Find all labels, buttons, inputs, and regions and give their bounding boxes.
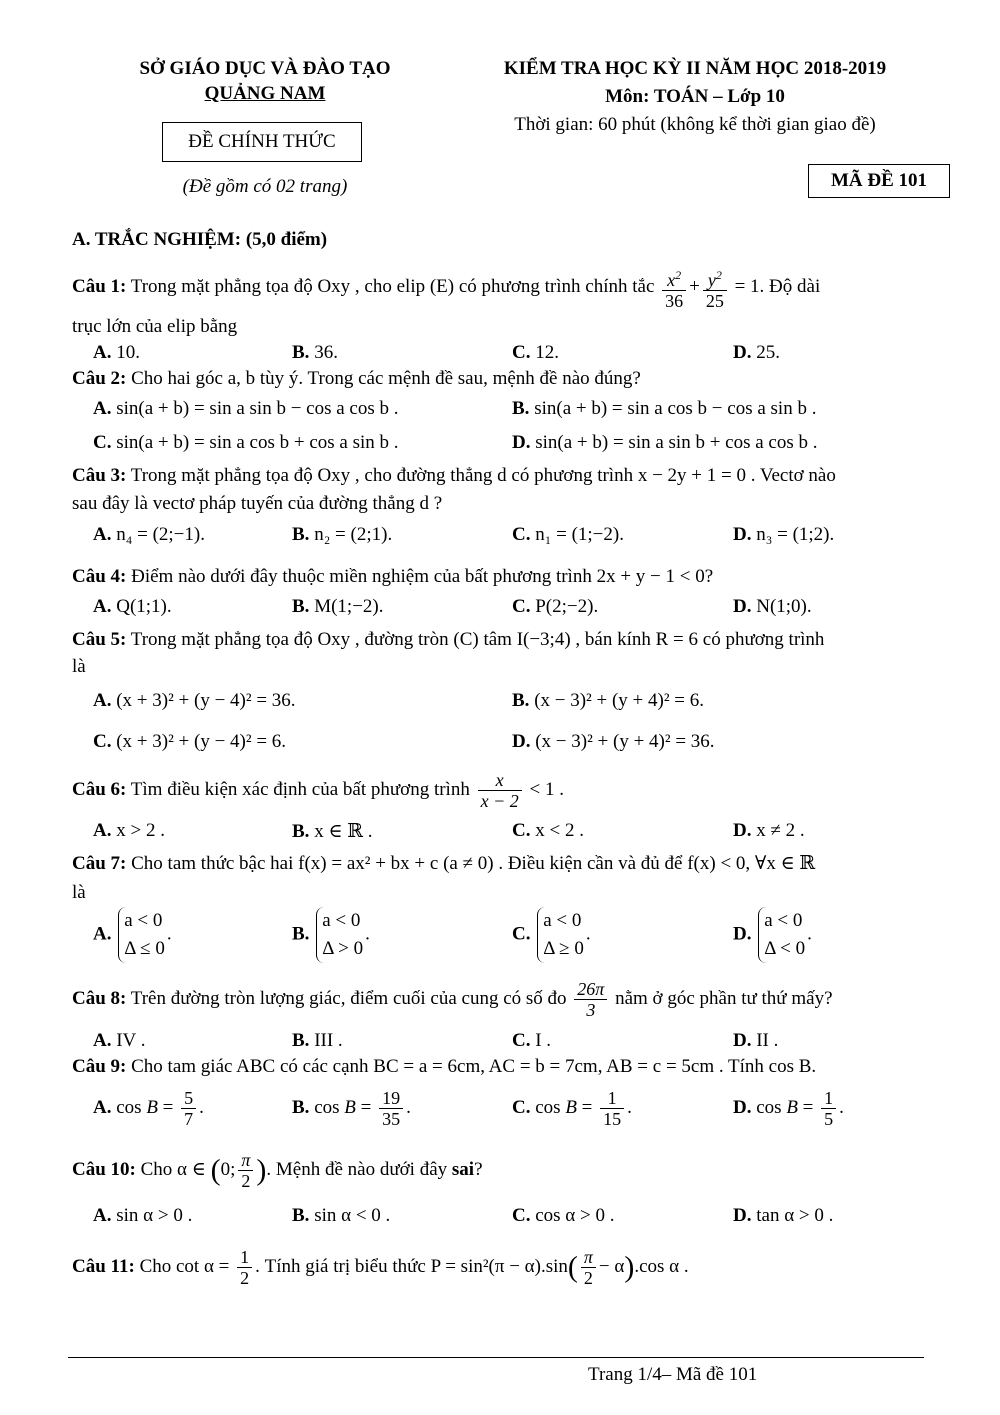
option-d[interactable] — [733, 596, 812, 618]
question-label: Câu 4: — [72, 566, 127, 587]
option-d[interactable]: D. a < 0 Δ < 0. — [733, 907, 812, 963]
official-badge — [162, 122, 362, 162]
option-text: sin α < 0 . — [314, 1205, 391, 1226]
option-text: P(2;−2). — [535, 596, 599, 617]
option-text: n₂ = (2;1). — [314, 524, 393, 545]
option-c[interactable] — [93, 432, 399, 454]
option-text: 12. — [535, 342, 559, 363]
option-c[interactable] — [512, 596, 598, 618]
question-label: Câu 1: — [72, 276, 127, 297]
question-text: Cho tam thức bậc hai f(x) = ax² + bx + c (a ≠ 0) . Điều kiện cần và đủ để f(x) < 0, ∀x ∈ ℝ — [131, 853, 816, 874]
option-a[interactable]: A. a < 0 Δ ≤ 0. — [93, 907, 172, 963]
pages-note: (Đề gồm có 02 trang) — [182, 176, 348, 197]
option-text: x ∈ ℝ . — [314, 821, 373, 842]
question-label: Câu 3: — [72, 465, 127, 486]
option-text: M(1;−2). — [314, 596, 384, 617]
option-letter: D. — [733, 342, 752, 363]
option-b[interactable] — [292, 524, 392, 546]
section-title: A. TRẮC NGHIỆM: (5,0 điểm) — [72, 229, 328, 250]
option-b[interactable] — [292, 342, 338, 364]
question-keyword: sai — [451, 1159, 475, 1180]
question-text-mid: . Tính giá trị biểu thức P = sin²(π − α).sin — [255, 1256, 568, 1277]
question-5 — [72, 629, 824, 651]
option-text: n₄ = (2;−1). — [116, 524, 205, 545]
question-text-tail: = 1. Độ dài — [734, 276, 821, 297]
question-7-line2: là — [72, 882, 86, 903]
question-text: Trên đường tròn lượng giác, điểm cuối của cung có số đo — [130, 988, 567, 1009]
question-4 — [72, 566, 713, 588]
option-letter: D. — [733, 1205, 752, 1226]
option-letter: A. — [93, 690, 112, 711]
denominator: 5 — [824, 1109, 834, 1129]
option-letter: C. — [93, 731, 112, 752]
fraction — [379, 1088, 403, 1129]
numerator: 19 — [379, 1088, 403, 1109]
option-c[interactable] — [512, 342, 559, 364]
numerator: 26π — [574, 979, 607, 1000]
option-letter: C. — [512, 596, 531, 617]
denominator: 15 — [603, 1109, 622, 1129]
question-mark: ? — [474, 1159, 483, 1180]
fraction — [181, 1088, 196, 1129]
question-10: Câu 10: Cho α ∈ (0; $\frac{\pi}{2}$ ). Mệnh đề nào dưới đây sai? — [72, 1150, 483, 1192]
option-c[interactable] — [512, 820, 584, 842]
system-brace — [537, 907, 584, 963]
province-name: QUẢNG NAM — [204, 83, 326, 104]
option-c[interactable] — [512, 1030, 551, 1052]
option-letter: C. — [512, 820, 531, 841]
denominator: 35 — [382, 1109, 401, 1129]
option-b[interactable] — [512, 690, 704, 712]
option-d[interactable] — [512, 731, 715, 753]
fraction-pi-2: $\frac{\pi}{2}$ — [238, 1150, 253, 1191]
option-letter: C. — [512, 1205, 531, 1226]
question-text: Cho hai góc a, b tùy ý. Trong các mệnh đề sau, mệnh đề nào đúng? — [131, 368, 641, 389]
question-9 — [72, 1056, 816, 1078]
option-a[interactable] — [93, 1030, 145, 1052]
option-c[interactable]: C. cos B = $\frac{1}{15}$ . — [512, 1088, 632, 1129]
numerator: x — [478, 770, 522, 791]
option-letter: B. — [292, 596, 310, 617]
option-letter: C. — [93, 432, 112, 453]
footer-divider — [68, 1357, 924, 1358]
option-c[interactable] — [93, 731, 286, 753]
question-text: Trong mặt phẳng tọa độ Oxy , đường tròn (C) tâm I(−3;4) , bán kính R = 6 có phương trình — [130, 629, 825, 650]
fraction-pi-2: $\frac{\pi}{2}$ — [581, 1247, 596, 1288]
question-text: Tìm điều kiện xác định của bất phương trình — [130, 779, 470, 800]
question-label: Câu 9: — [72, 1056, 127, 1077]
option-text: (x − 3)² + (y + 4)² = 36. — [535, 731, 715, 752]
question-label: Câu 7: — [72, 853, 127, 874]
option-text: II . — [756, 1030, 779, 1051]
question-label: Câu 10: — [72, 1159, 136, 1180]
option-letter: D. — [512, 731, 531, 752]
fraction-y2: $\frac{y^2}{25}$ — [703, 265, 727, 311]
system-line-2: Δ ≥ 0 — [543, 938, 584, 959]
question-label: Câu 6: — [72, 779, 127, 800]
option-a[interactable]: A. cos B = $\frac{5}{7}$ . — [93, 1088, 204, 1129]
exam-code-box — [808, 164, 950, 198]
question-tail: < 1 . — [529, 779, 564, 800]
question-2 — [72, 368, 641, 390]
system-line-2: Δ ≤ 0 — [124, 938, 165, 959]
fraction — [574, 979, 607, 1020]
option-b[interactable]: B. cos B = $\frac{19}{35}$ . — [292, 1088, 411, 1129]
option-text: (x + 3)² + (y − 4)² = 6. — [116, 731, 287, 752]
option-d[interactable] — [733, 1205, 833, 1227]
fraction — [478, 770, 522, 811]
option-a[interactable] — [93, 1205, 192, 1227]
option-text: Q(1;1). — [116, 596, 172, 617]
question-text: Trong mặt phẳng tọa độ Oxy , cho elip (E) có phương trình chính tắc — [130, 276, 655, 297]
option-letter: A. — [93, 1030, 112, 1051]
numerator: 1 — [600, 1088, 624, 1109]
option-letter: C. — [512, 1030, 531, 1051]
option-letter: B. — [292, 1030, 310, 1051]
option-letter: A. — [93, 342, 112, 363]
option-b[interactable] — [292, 1205, 390, 1227]
fraction-1-2: $\frac{1}{2}$ — [237, 1247, 252, 1288]
option-d[interactable] — [733, 524, 834, 546]
subject-line: Môn: TOÁN – Lớp 10 — [605, 86, 785, 107]
option-c[interactable] — [512, 1205, 614, 1227]
option-letter: C. — [512, 1096, 531, 1118]
denominator: 7 — [184, 1109, 194, 1129]
option-text: sin(a + b) = sin a cos b + cos a sin b . — [116, 432, 399, 453]
option-letter: B. — [292, 524, 310, 545]
option-text: n₃ = (1;2). — [756, 524, 835, 545]
exam-title: KIỂM TRA HỌC KỲ II NĂM HỌC 2018-2019 — [503, 58, 887, 79]
option-letter: C. — [512, 342, 531, 363]
option-text: x ≠ 2 . — [756, 820, 805, 841]
question-text-tail: . Mệnh đề nào dưới đây — [266, 1159, 448, 1180]
option-letter: A. — [93, 820, 112, 841]
numerator: 1 — [821, 1088, 836, 1109]
option-letter: B. — [512, 398, 530, 419]
option-letter: A. — [93, 596, 112, 617]
option-d[interactable] — [512, 432, 818, 454]
option-text: sin(a + b) = sin a sin b − cos a cos b . — [116, 398, 399, 419]
question-label: Câu 5: — [72, 629, 127, 650]
option-text: n₁ = (1;−2). — [535, 524, 624, 545]
option-a[interactable] — [93, 596, 172, 618]
option-letter: B. — [512, 690, 530, 711]
system-line-1: a < 0 — [543, 910, 582, 931]
system-line-2: Δ < 0 — [764, 938, 806, 959]
option-letter: C. — [512, 923, 531, 945]
option-d[interactable] — [733, 1030, 778, 1052]
question-5-line2: là — [72, 656, 86, 677]
option-text: x < 2 . — [535, 820, 584, 841]
option-text: (x − 3)² + (y + 4)² = 6. — [534, 690, 704, 711]
question-text-tail: .cos α . — [634, 1256, 689, 1277]
option-letter: A. — [93, 1205, 112, 1226]
option-letter: C. — [512, 524, 531, 545]
question-text: Cho α ∈ — [140, 1159, 206, 1180]
denominator: 3 — [586, 1000, 596, 1021]
exam-code: MÃ ĐỀ 101 — [830, 170, 928, 191]
system-line-2: Δ > 0 — [322, 938, 364, 959]
option-letter: A. — [93, 923, 112, 945]
option-letter: B. — [292, 1096, 310, 1118]
option-a[interactable] — [93, 690, 296, 712]
question-text: Cho tam giác ABC có các cạnh BC = a = 6cm, AC = b = 7cm, AB = c = 5cm . Tính cos B. — [131, 1056, 817, 1077]
option-b[interactable] — [292, 820, 373, 843]
option-c[interactable]: C. a < 0 Δ ≥ 0. — [512, 907, 591, 963]
option-text: III . — [314, 1030, 343, 1051]
option-letter: D. — [512, 432, 531, 453]
question-text: Trong mặt phẳng tọa độ Oxy , cho đường thẳng d có phương trình x − 2y + 1 = 0 . Vectơ nào — [130, 465, 836, 486]
question-1-line2: trục lớn của elip bằng — [72, 316, 238, 337]
option-d[interactable] — [733, 342, 780, 364]
option-text: 36. — [314, 342, 338, 363]
fraction-x2: $\frac{x^2}{36}$ — [662, 265, 686, 311]
time-line: Thời gian: 60 phút (không kể thời gian giao đề) — [514, 114, 876, 135]
denominator: x − 2 — [480, 791, 519, 812]
system-line-1: a < 0 — [322, 910, 361, 931]
numerator: 5 — [181, 1088, 196, 1109]
question-label: Câu 2: — [72, 368, 127, 389]
option-letter: D. — [733, 524, 752, 545]
option-text: sin(a + b) = sin a sin b + cos a cos b . — [535, 432, 818, 453]
question-text: Điểm nào dưới đây thuộc miền nghiệm của bất phương trình 2x + y − 1 < 0? — [131, 566, 714, 587]
option-text: tan α > 0 . — [756, 1205, 834, 1226]
option-c[interactable] — [512, 524, 624, 546]
option-text: I . — [535, 1030, 552, 1051]
option-letter: A. — [93, 398, 112, 419]
question-3 — [72, 465, 836, 487]
option-a[interactable] — [93, 398, 399, 420]
question-3-line2: sau đây là vectơ pháp tuyến của đường thẳng d ? — [72, 493, 443, 514]
option-text: (x + 3)² + (y − 4)² = 36. — [116, 690, 296, 711]
question-1: Câu 1: Trong mặt phẳng tọa độ Oxy , cho elip (E) có phương trình chính tắc $\frac{x^2}{36}$ + $\frac{y^2}{25}$ = 1. Độ dài — [72, 258, 957, 316]
option-text: 25. — [756, 342, 780, 363]
option-letter: D. — [733, 1096, 752, 1118]
option-a[interactable] — [93, 820, 165, 842]
question-label: Câu 11: — [72, 1256, 135, 1277]
question-7 — [72, 852, 815, 875]
page-footer: Trang 1/4– Mã đề 101 — [588, 1364, 758, 1385]
option-b[interactable] — [512, 398, 816, 420]
option-text: N(1;0). — [756, 596, 812, 617]
fraction — [600, 1088, 624, 1129]
system-brace — [118, 907, 165, 963]
option-d[interactable]: D. cos B = $\frac{1}{5}$ . — [733, 1088, 844, 1129]
header-left — [75, 56, 455, 106]
question-11: Câu 11: Cho cot α = $\frac{1}{2}$ . Tính giá trị biểu thức P = sin²(π − α).sin( $\frac{\pi}{2}$ − α).cos α . — [72, 1247, 689, 1289]
option-a[interactable] — [93, 524, 205, 546]
system-brace — [758, 907, 805, 963]
option-letter: D. — [733, 1030, 752, 1051]
option-letter: B. — [292, 923, 310, 945]
option-a[interactable] — [93, 342, 140, 364]
option-letter: B. — [292, 821, 310, 842]
option-letter: D. — [733, 596, 752, 617]
option-letter: B. — [292, 1205, 310, 1226]
question-8 — [72, 975, 833, 1023]
official-label: ĐỀ CHÍNH THỨC — [188, 131, 336, 152]
option-d[interactable] — [733, 820, 805, 842]
system-line-1: a < 0 — [764, 910, 803, 931]
option-b[interactable]: B. a < 0 Δ > 0. — [292, 907, 370, 963]
system-line-1: a < 0 — [124, 910, 163, 931]
department-name: SỞ GIÁO DỤC VÀ ĐÀO TẠO — [139, 58, 391, 79]
option-text: x > 2 . — [116, 820, 165, 841]
option-text: IV . — [116, 1030, 146, 1051]
question-text: Cho cot α = — [139, 1256, 230, 1277]
option-text: 10. — [116, 342, 140, 363]
option-letter: B. — [292, 342, 310, 363]
fraction — [821, 1088, 836, 1129]
option-letter: A. — [93, 1096, 112, 1118]
option-b[interactable] — [292, 1030, 343, 1052]
option-b[interactable] — [292, 596, 383, 618]
option-letter: D. — [733, 923, 752, 945]
question-tail: nằm ở góc phần tư thứ mấy? — [615, 988, 833, 1009]
question-label: Câu 8: — [72, 988, 127, 1009]
option-text: sin α > 0 . — [116, 1205, 193, 1226]
option-text: sin(a + b) = sin a cos b − cos a sin b . — [534, 398, 817, 419]
question-6 — [72, 766, 564, 814]
system-brace — [316, 907, 363, 963]
header-right — [455, 56, 935, 138]
option-letter: D. — [733, 820, 752, 841]
option-letter: A. — [93, 524, 112, 545]
option-text: cos α > 0 . — [535, 1205, 615, 1226]
